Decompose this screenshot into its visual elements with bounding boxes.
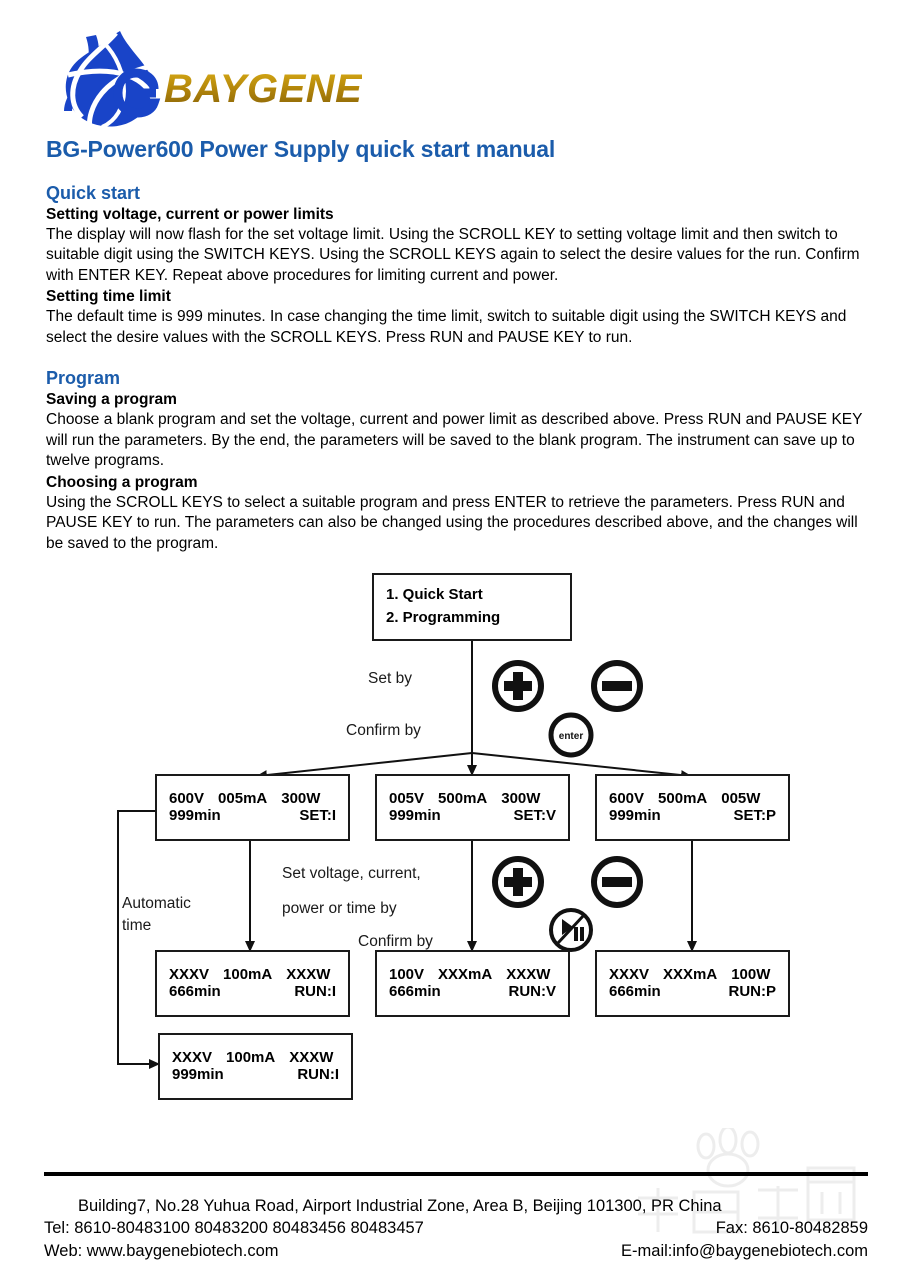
menu-item-quick-start[interactable]: 1. Quick Start [386, 586, 483, 604]
paragraph-setting-limits: The display will now flash for the set voltage limit. Using the SCROLL KEY to setting voltage limit and then switch to suitable digit using the SWITCH KEYS. Using the SCROLL KEYS again to select the desire values for the run. Confirm with ENTER KEY. Repeat above procedures for limiting current and power. [46, 226, 860, 284]
run-time: 666min [609, 983, 661, 1001]
baygene-droplet-logo-icon [58, 27, 170, 135]
footer-tel-fax-row [44, 1217, 868, 1239]
set-mode: SET:P [733, 807, 776, 825]
label-set-parameters-line1: Set voltage, current, [282, 864, 421, 882]
footer-address: Building7, No.28 Yuhua Road, Airport Industrial Zone, Area B, Beijing 101300, PR China [78, 1196, 722, 1215]
set-time: 999min [609, 807, 661, 825]
set-mode: SET:V [513, 807, 556, 825]
run-mode: RUN:I [294, 983, 336, 1001]
set-mode: SET:I [299, 807, 336, 825]
label-automatic-time [122, 893, 191, 938]
final-voltage: XXXV [172, 1049, 213, 1067]
brand-logo [52, 26, 906, 136]
run-time: 666min [389, 983, 441, 1001]
subheading-saving-a-program: Saving a program [46, 391, 177, 409]
set-time: 999min [169, 807, 221, 825]
subheading-setting-limits: Setting voltage, current or power limits [46, 206, 334, 223]
set-power: 300W [501, 790, 541, 808]
paragraph-saving-a-program: Choose a blank program and set the voltage, current and power limit as described above. Press RUN and PAUSE KEY will run the parameters. By the end, the parameters will be saved to the blank program. The instrument can save up to twelve programs. [46, 411, 863, 470]
run-time: 666min [169, 983, 221, 1001]
set-current: 500mA [438, 790, 488, 808]
paragraph-setting-time-limit: The default time is 999 minutes. In case changing the time limit, switch to suitable digit using the SWITCH KEYS and select the desire values with the SCROLL KEYS. Press RUN and PAUSE KEY to run. [46, 308, 847, 346]
diagram-connectors [0, 568, 906, 1128]
run-current: 100mA [223, 966, 273, 984]
set-voltage: 005V [389, 790, 425, 808]
run-power: XXXW [506, 966, 551, 984]
set-current: 005mA [218, 790, 268, 808]
subheading-choosing-a-program: Choosing a program [46, 473, 198, 491]
label-set-by: Set by [368, 669, 412, 687]
run-box-current[interactable] [155, 950, 350, 1017]
run-box-voltage[interactable] [375, 950, 570, 1017]
label-automatic-time-line1: Automatic [122, 894, 191, 912]
run-current: XXXmA [438, 966, 493, 984]
footer-web[interactable]: Web: www.baygenebiotech.com [44, 1241, 279, 1260]
run-voltage: XXXV [169, 966, 210, 984]
run-power: 100W [731, 966, 771, 984]
footer [44, 1195, 868, 1262]
enter-icon-label: enter [558, 730, 584, 742]
paragraph-choosing-a-program: Using the SCROLL KEYS to select a suitable program and press ENTER to retrieve the parameters. Press RUN and PAUSE KEY to run. The parameters can also be changed using the procedures described above, and the changes will be saved to the program. [46, 493, 858, 552]
final-time: 999min [172, 1066, 224, 1084]
set-power: 005W [721, 790, 761, 808]
footer-email[interactable]: E-mail:info@baygenebiotech.com [621, 1241, 868, 1260]
final-mode: RUN:I [297, 1066, 339, 1084]
label-confirm-by-2: Confirm by [358, 932, 433, 950]
run-mode: RUN:P [728, 983, 776, 1001]
footer-fax: Fax: 8610-80482859 [715, 1219, 868, 1238]
set-voltage: 600V [609, 790, 645, 808]
subheading-setting-time-limit: Setting time limit [46, 288, 171, 306]
set-time: 999min [389, 807, 441, 825]
final-current: 100mA [226, 1049, 276, 1067]
set-box-current[interactable] [155, 774, 350, 841]
footer-tel: Tel: 8610-80483100 80483200 80483456 80483457 [44, 1219, 424, 1238]
run-power: XXXW [286, 966, 331, 984]
run-voltage: XXXV [609, 966, 650, 984]
run-current: XXXmA [663, 966, 718, 984]
label-confirm-by: Confirm by [346, 721, 421, 739]
menu-box[interactable] [372, 573, 572, 641]
section-heading-program: Program [46, 368, 121, 389]
footer-divider [44, 1172, 868, 1176]
label-set-parameters-line2: power or time by [282, 899, 397, 917]
run-box-power[interactable] [595, 950, 790, 1017]
set-voltage: 600V [169, 790, 205, 808]
final-run-box[interactable] [158, 1033, 353, 1100]
run-voltage: 100V [389, 966, 425, 984]
final-power: XXXW [289, 1049, 334, 1067]
set-power: 300W [281, 790, 321, 808]
menu-item-programming[interactable]: 2. Programming [386, 608, 501, 626]
workflow-diagram [0, 568, 906, 1128]
brand-wordmark: BAYGENE [164, 67, 363, 111]
document-header [0, 0, 906, 140]
page-title: BG-Power600 Power Supply quick start manual [46, 136, 556, 162]
set-box-power[interactable] [595, 774, 790, 841]
set-current: 500mA [658, 790, 708, 808]
footer-web-email-row [44, 1240, 868, 1262]
set-box-voltage[interactable] [375, 774, 570, 841]
run-mode: RUN:V [508, 983, 556, 1001]
label-automatic-time-line2: time [122, 917, 152, 935]
section-heading-quick-start: Quick start [46, 183, 141, 203]
